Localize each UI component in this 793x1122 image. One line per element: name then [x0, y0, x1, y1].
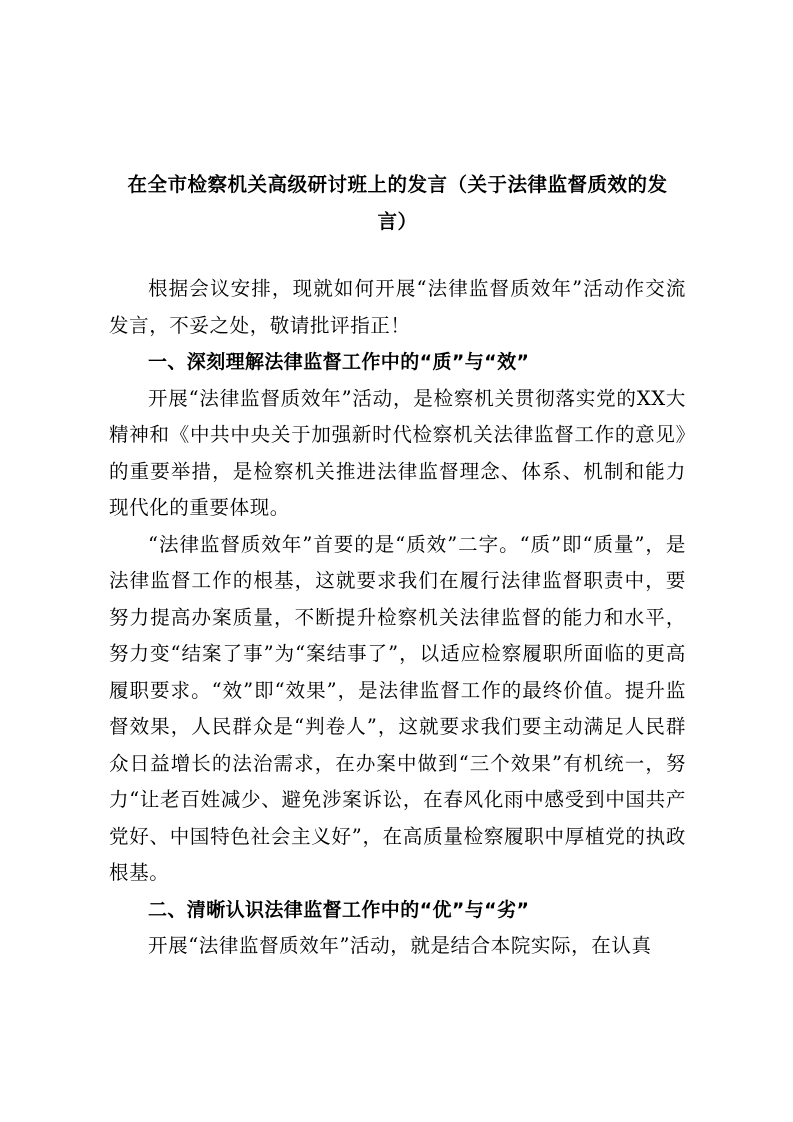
title-line-2: 言）	[377, 210, 418, 233]
section-1-paragraph-2: “法律监督质效年”首要的是“质效”二字。“质”即“质量”，是法律监督工作的根基，这就要求我们在履行法律监督职责中，要努力提高办案质量，不断提升检察机关法律监督的能力和水平，努力变“结案了事”为“案结事了”，以适应检察履职所面临的更高履职要求。“效”即“效果”，是法律监督工作的最终价值。提升监督效果，人民群众是“判卷人”，这就要求我们要主动满足人民群众日益增长的法治需求，在办案中做到“三个效果”有机统一，努力“让老百姓减少、避免涉案诉讼，在春风化雨中感受到中国共产党好、中国特色社会主义好”，在高质量检察履职中厚植党的执政根基。	[109, 532, 686, 884]
title-spacer	[109, 240, 686, 271]
section-1-heading: 一、深刻理解法律监督工作中的“质”与“效”	[148, 351, 530, 373]
document-title	[109, 166, 686, 240]
title-line-1: 在全市检察机关高级研讨班上的发言（关于法律监督质效的发	[127, 173, 668, 196]
intro-paragraph: 根据会议安排，现就如何开展“法律监督质效年”活动作交流发言，不妥之处，敬请批评指正！	[109, 277, 686, 337]
section-2-paragraph-1: 开展“法律监督质效年”活动，就是结合本院实际，在认真	[148, 934, 652, 957]
section-2-heading: 二、清晰认识法律监督工作中的“优”与“劣”	[148, 898, 530, 921]
document-page	[109, 166, 686, 965]
section-1-paragraph-1: 开展“法律监督质效年”活动，是检察机关贯彻落实党的XX大精神和《中共中央关于加强新时代检察机关法律监督工作的意见》的重要举措，是检察机关推进法律监督理念、体系、机制和能力现代化的重要体现。	[109, 386, 686, 519]
